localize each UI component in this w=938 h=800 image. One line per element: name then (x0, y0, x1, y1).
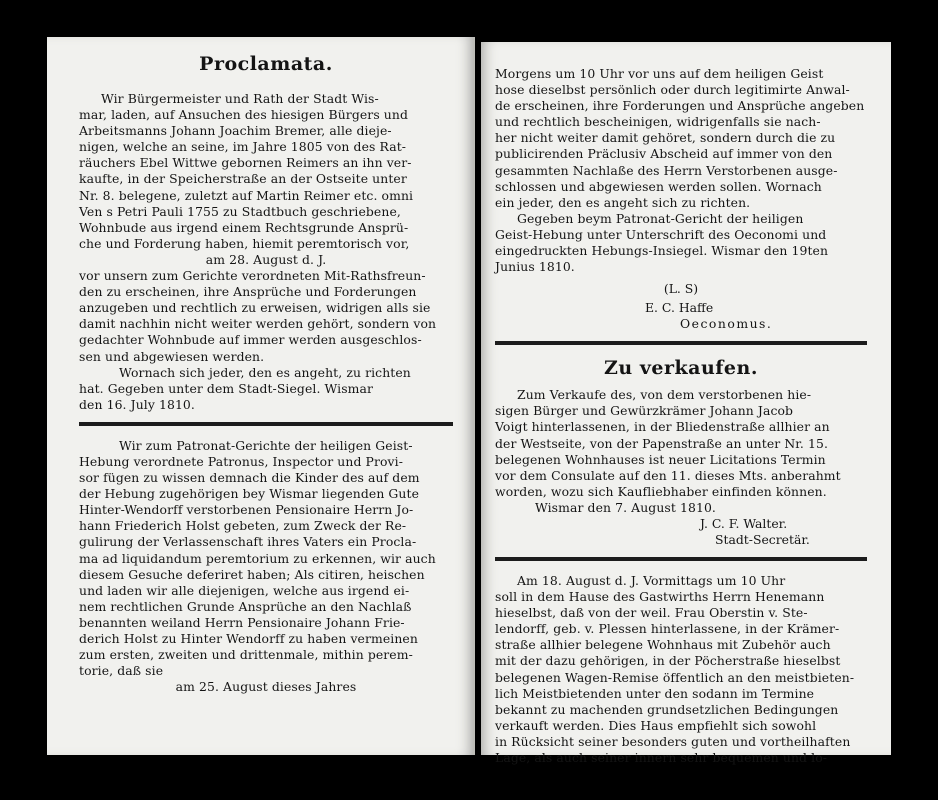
hearing-date: am 25. August dieses Jahres (175, 679, 357, 695)
text-line: gulirung der Verlassenschaft ihres Vaters ein Procla- (79, 534, 417, 550)
section-divider (495, 557, 867, 561)
text-line: und rechtlich bescheinigen, widrigenfalls sie nach- (495, 114, 821, 130)
text-line: lich Meistbietenden unter den sodann im Termine (495, 685, 815, 701)
text-line: anzugeben und rechtlich zu erweisen, widrigen alls sie (79, 300, 431, 316)
text-line: benannten weiland Herrn Pensionaire Johann Frie- (79, 614, 405, 630)
text-line: hieselbst, daß von der weil. Frau Oberstin v. Ste- (495, 605, 808, 621)
text-line: torie, daß sie (79, 663, 164, 679)
text-line: nem rechtlichen Grunde Ansprüche an den Nachlaß (79, 598, 412, 614)
text-line: hann Friederich Holst gebeten, zum Zweck der Re- (79, 518, 407, 534)
text-line: verkauft werden. Dies Haus empfiehlt sich sowohl (495, 717, 817, 733)
text-line: soll in dem Hause des Gastwirths Herrn Henemann (495, 589, 825, 605)
text-line: hose dieselbst persönlich oder durch legitimirte Anwal- (495, 82, 850, 98)
text-line: worden, wozu sich Kaufliebhaber einfinden können. (495, 483, 827, 499)
text-line: den 16. July 1810. (79, 396, 195, 412)
text-line: hat. Gegeben unter dem Stadt-Siegel. Wismar (79, 380, 374, 396)
section-divider (495, 341, 867, 345)
proclamation-2-continued (495, 66, 867, 332)
text-line: Nr. 8. belegene, zuletzt auf Martin Reimer etc. omni (79, 187, 414, 203)
text-line: Wohnbude aus irgend einem Rechtsgrunde Ansprü- (79, 219, 409, 235)
text-line: Wir Bürgermeister und Rath der Stadt Wis- (101, 91, 379, 106)
text-line: lendorff, geb. v. Plessen hinterlassene, in der Krämer- (495, 621, 840, 637)
right-page (481, 42, 891, 765)
text-line: publicirenden Präclusiv Abscheid auf immer von den (495, 146, 833, 162)
text-line: derich Holst zu Hinter Wendorff zu haben vermeinen (79, 631, 418, 646)
text-line: Am 18. August d. J. Vormittags um 10 Uhr (517, 572, 786, 588)
seal-mark: (L. S) (663, 281, 699, 297)
text-line: räuchers Ebel Wittwe gebornen Reimers an ihn ver- (79, 155, 412, 171)
text-line: eingedruckten Hebungs-Insiegel. Wismar den 19ten (495, 243, 829, 259)
text-line: in Rücksicht seiner besonders guten und vortheilhaften (495, 733, 851, 749)
text-line: sigen Bürger und Gewürzkrämer Johann Jacob (495, 403, 794, 419)
text-line: Wir zum Patronat-Gerichte der heiligen Geist- (119, 437, 413, 453)
text-line: bekannt zu machenden grundsetzlichen Bedingungen (495, 701, 839, 717)
text-line: der Westseite, von der Papenstraße an unter Nr. 15. (495, 435, 829, 451)
text-line: mar, laden, auf Ansuchen des hiesigen Bürgers und (79, 107, 409, 123)
text-line: Hinter-Wendorff verstorbenen Pensionaire Herrn Jo- (79, 502, 414, 518)
left-page (47, 37, 475, 755)
signature-role: Stadt-Secretär. (715, 531, 810, 547)
text-line: Hebung verordnete Patronus, Inspector und Provi- (79, 453, 403, 469)
text-line: mit der dazu gehörigen, in der Pöcherstraße hieselbst (495, 653, 841, 669)
signature-name: J. C. F. Walter. (700, 515, 788, 531)
text-line: Ven s Petri Pauli 1755 zu Stadtbuch geschriebene, (79, 203, 401, 219)
text-line: und laden wir alle diejenigen, welche aus irgend ei- (79, 582, 410, 598)
text-line: sen und abgewiesen werden. (79, 348, 265, 364)
text-line: che und Forderung haben, hiemit peremtorisch vor, (79, 235, 410, 251)
proclamata-heading: Proclamata. (199, 53, 333, 75)
signature-role: Oeconomus. (680, 316, 773, 332)
text-line: vor dem Consulate auf den 11. dieses Mts. anberahmt (495, 467, 841, 483)
text-line: belegenen Wagen-Remise öffentlich an den meistbieten- (495, 669, 855, 685)
text-line: diesem Gesuche deferiret haben; Als citiren, heischen (79, 566, 425, 582)
proclamation-1 (79, 91, 453, 413)
signature-name: E. C. Haffe (645, 300, 714, 316)
text-line: Arbeitsmanns Johann Joachim Bremer, alle dieje- (79, 123, 392, 139)
text-line: her nicht weiter damit gehöret, sondern durch die zu (495, 130, 836, 146)
sale-notice-1 (495, 387, 867, 548)
proclamation-2 (79, 438, 453, 696)
text-line: Morgens um 10 Uhr vor uns auf dem heiligen Geist (495, 66, 824, 81)
text-line: nigen, welche an seine, im Jahre 1805 von des Rat- (79, 139, 407, 155)
text-line: Voigt hinterlassenen, in der Bliedenstraße allhier an (495, 419, 830, 435)
text-line: belegenen Wohnhauses ist neuer Licitations Termin (495, 451, 826, 467)
text-line: vor unsern zum Gerichte verordneten Mit-Rathsfreun- (79, 268, 426, 284)
sale-notice-2 (495, 573, 867, 766)
text-line: Geist-Hebung unter Unterschrift des Oeconomi und (495, 226, 827, 242)
text-line: sor fügen zu wissen demnach die Kinder des auf dem (79, 470, 420, 486)
text-line: Lage, als auch seiner innern sehr bequemen und lo- (495, 750, 828, 765)
text-line: ma ad liquidandum peremtorium zu erkennen, wir auch (79, 550, 436, 566)
text-line: damit nachhin nicht weiter werden gehört, sondern von (79, 316, 437, 332)
text-line: Wornach sich jeder, den es angeht, zu richten (119, 364, 411, 380)
text-line: zum ersten, zweiten und drittenmale, mithin perem- (79, 647, 413, 663)
text-line: ein jeder, den es angeht sich zu richten. (495, 194, 751, 210)
for-sale-heading: Zu verkaufen. (604, 357, 758, 380)
text-line: straße allhier belegene Wohnhaus mit Zubehör auch (495, 637, 831, 653)
text-line: der Hebung zugehörigen bey Wismar liegenden Gute (79, 486, 420, 502)
section-divider (79, 422, 453, 426)
text-line: gedachter Wohnbude auf immer werden ausgeschlos- (79, 332, 422, 348)
text-line: schlossen und abgewiesen werden sollen. Wornach (495, 178, 822, 194)
text-line: de erscheinen, ihre Forderungen und Ansprüche angeben (495, 98, 865, 114)
text-line: Gegeben beym Patronat-Gericht der heiligen (517, 210, 804, 226)
text-line: Junius 1810. (495, 259, 575, 275)
text-line: Zum Verkaufe des, von dem verstorbenen hie- (517, 387, 812, 403)
text-line: gesammten Nachlaße des Herrn Verstorbenen ausge- (495, 162, 838, 178)
place-date: Wismar den 7. August 1810. (535, 499, 716, 515)
text-line: den zu erscheinen, ihre Ansprüche und Forderungen (79, 284, 417, 300)
hearing-date: am 28. August d. J. (205, 251, 327, 267)
text-line: kaufte, in der Speicherstraße an der Ostseite unter (79, 171, 407, 187)
